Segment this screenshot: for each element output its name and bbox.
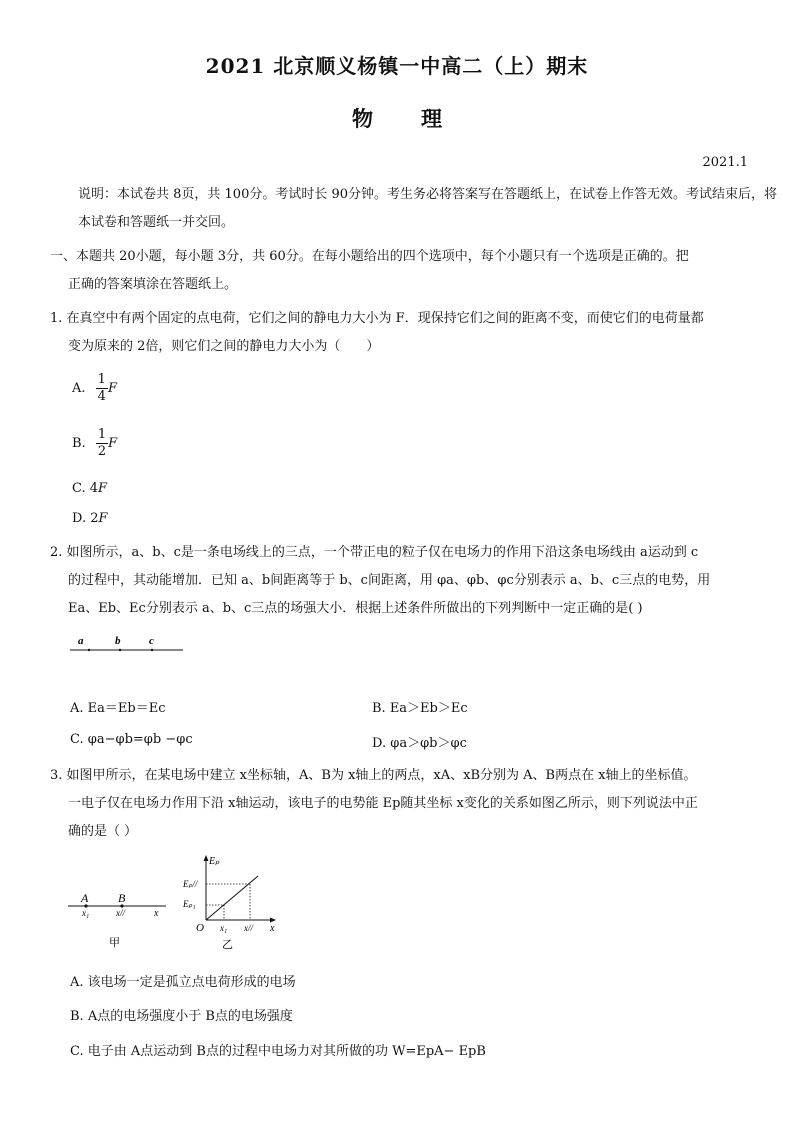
exam-date: 2021.1 [702, 155, 748, 170]
q1-option-b [72, 427, 117, 460]
q1-option-b-label: B. [72, 436, 86, 451]
q1-line2: 变为原来的 2倍，则它们之间的静电力大小为（ ） [68, 339, 380, 354]
q1-line1: 1. 在真空中有两个固定的点电荷，它们之间的静电力大小为 F．现保持它们之间的距离不变，而使它们的电荷量都 [50, 311, 704, 326]
variable-f: F [108, 436, 118, 451]
variable-f: F [107, 381, 117, 396]
q1-option-d [72, 511, 108, 526]
q3-line2: 一电子仅在电场力作用下沿 x轴运动，该电子的电势能 Ep随其坐标 x变化的关系如图乙所示，则下列说法中正 [68, 796, 698, 811]
label-c: c [149, 635, 154, 647]
label-x: x [270, 923, 275, 934]
q2-option-c: C. φa−φb=φb −φc [70, 732, 193, 747]
label-a: A [81, 891, 89, 905]
q3-figure-yi [180, 852, 290, 957]
subject-char-2: 理 [421, 106, 442, 131]
label-ep2: Eₚ// [183, 879, 198, 889]
point-b [119, 649, 121, 651]
q2-option-b: B. Ea＞Eb＞Ec [372, 701, 468, 716]
point-c [151, 649, 153, 651]
label-b: b [115, 635, 121, 647]
q2-line1: 2. 如图所示，a、b、c是一条电场线上的三点，一个带正电的粒子仅在电场力的作用下沿这条电场线由 a运动到 c [50, 545, 699, 560]
label-ep1: Eₚ₁ [183, 899, 196, 909]
label-x2: x// [116, 908, 125, 918]
q3-option-a: A. 该电场一定是孤立点电荷形成的电场 [70, 975, 296, 990]
q1-option-c [72, 481, 107, 496]
caption-jia: 甲 [109, 936, 120, 949]
ep-line [206, 876, 258, 920]
instructions: 说明：本试卷共 8页，共 100分。考试时长 90分钟。考生务必将答案写在答题纸上，在试卷上作答无效。考试结束后，将本试卷和答题纸一并交回。 [78, 187, 778, 230]
point-a [88, 649, 90, 651]
section1-line2: 正确的答案填涂在答题纸上。 [68, 277, 238, 292]
q1-option-a-fraction [96, 372, 108, 405]
label-x: x [154, 908, 159, 919]
q1-option-c-text: C. 4 [72, 481, 99, 496]
label-ep: Eₚ [209, 856, 220, 867]
q2-line2: 的过程中，其动能增加．已知 a、b间距离等于 b、c间距离，用 φa、φb、φc分别表示 a、b、c三点的电势，用 [68, 573, 711, 588]
q1-option-b-fraction [96, 427, 108, 460]
q2-field-line-figure [70, 630, 190, 660]
q3-option-b: B. A点的电场强度小于 B点的电场强度 [70, 1009, 293, 1024]
label-a: a [78, 635, 84, 647]
q3-line3: 确的是（ ） [68, 824, 138, 839]
q2-option-a: A. Ea＝Eb＝Ec [70, 701, 166, 716]
section1-line1: 一、本题共 20小题，每小题 3分，共 60分。在每小题给出的四个选项中，每个小题只有一个选项是正确的。把 [50, 249, 689, 264]
q1-option-a [72, 372, 117, 405]
q2-line3: Ea、Eb、Ec分别表示 a、b、c三点的场强大小．根据上述条件所做出的下列判断中一定正确的是( ) [68, 601, 643, 616]
label-x1: x₁ [220, 923, 228, 933]
q3-line1: 3. 如图甲所示，在某电场中建立 x坐标轴，A、B为 x轴上的两点，xA、xB分别为 A、B两点在 x轴上的坐标值。 [50, 768, 697, 783]
label-b: B [118, 891, 126, 905]
q3-figure-jia [66, 880, 176, 950]
label-x1: x₁ [82, 908, 90, 918]
subject-title [0, 103, 794, 133]
label-origin: O [196, 922, 204, 934]
q1-option-a-label: A. [72, 381, 86, 396]
x-axis-arrow [270, 918, 276, 923]
fraction-numerator: 1 [97, 427, 107, 442]
fraction-denominator: 4 [97, 389, 106, 404]
q1-option-d-text: D. 2 [72, 511, 99, 526]
fraction-denominator: 2 [97, 444, 107, 459]
subject-char-1: 物 [352, 106, 373, 131]
variable-f: F [98, 481, 108, 496]
q3-option-c: C. 电子由 A点运动到 B点的过程中电场力对其所做的功 W=EpA− EpB [70, 1044, 486, 1059]
fraction-numerator: 1 [97, 372, 106, 387]
variable-f: F [98, 511, 108, 526]
q2-option-d: D. φa＞φb＞φc [372, 736, 467, 751]
caption-yi: 乙 [222, 938, 233, 951]
exam-title: 2021 北京顺义杨镇一中高二（上）期末 [205, 54, 589, 78]
y-axis-arrow [204, 855, 209, 861]
label-x2: x// [244, 923, 253, 933]
